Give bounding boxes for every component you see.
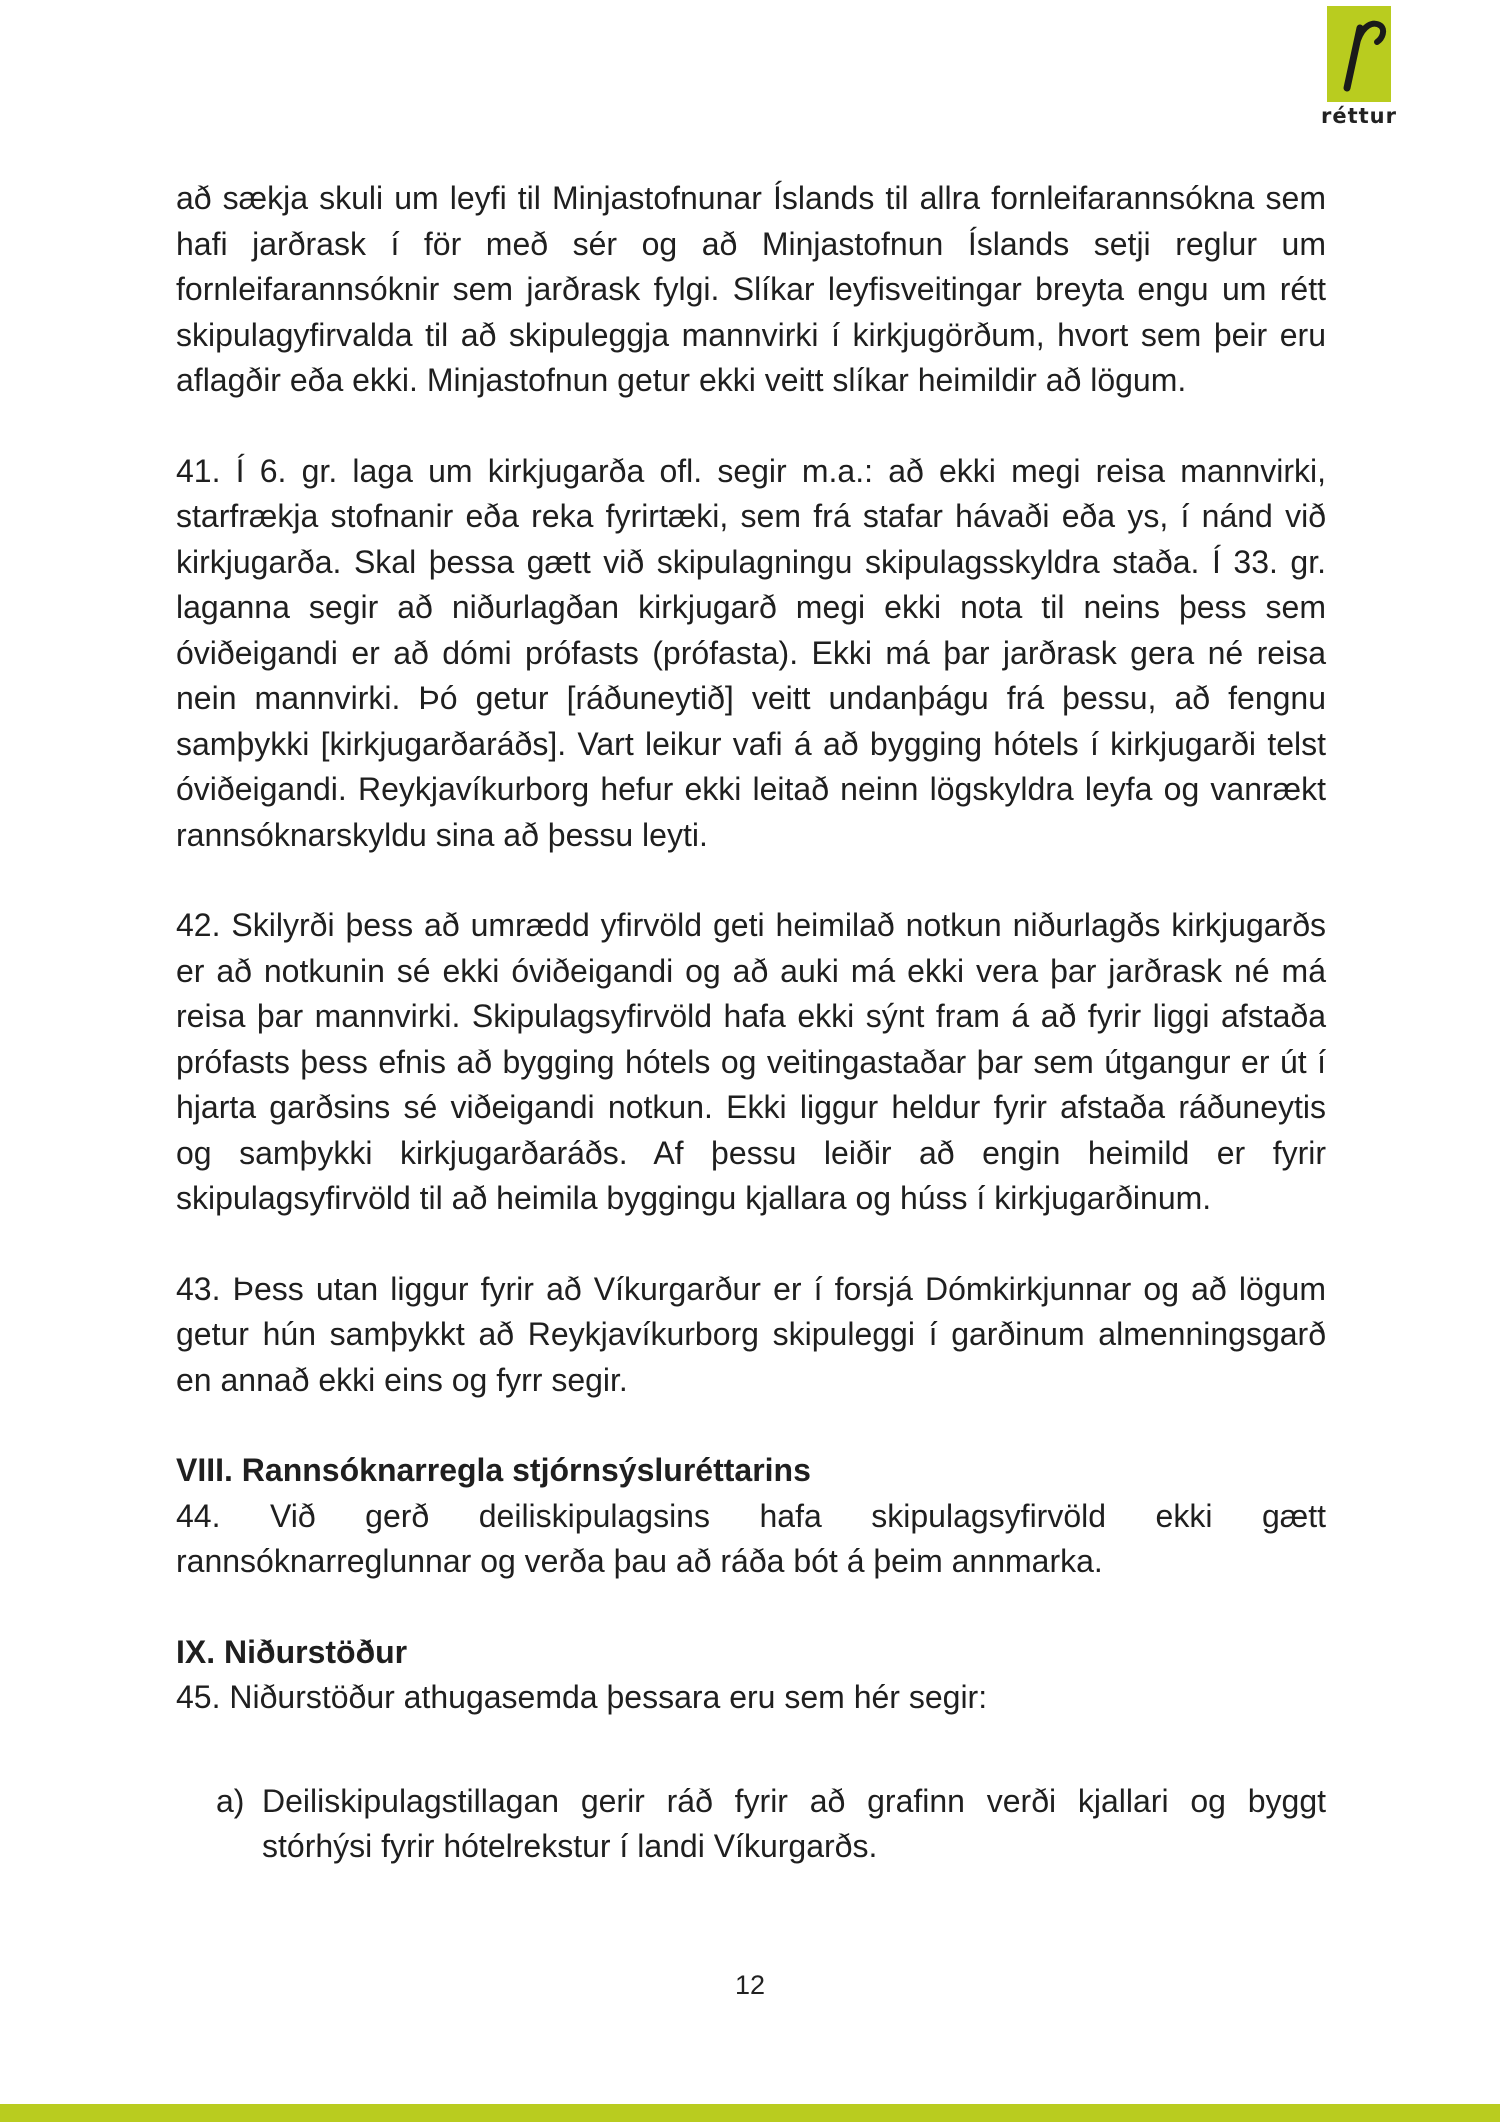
list-item [216,1779,1326,1870]
paragraph-43: 43. Þess utan liggur fyrir að Víkurgarður er í forsjá Dómkirkjunnar og að lögum getur hún samþykkt að Reykjavíkurborg skipuleggi í garðinum almenningsgarð en annað ekki eins og fyrr segir. [176,1270,1326,1398]
logo-text: réttur [1321,104,1397,128]
logo-r-glyph-icon [1327,6,1391,102]
page-number: 12 [734,1970,766,2000]
paragraph-42: 42. Skilyrði þess að umrædd yfirvöld geti heimilað notkun niðurlagðs kirkjugarðs er að notkunin sé ekki óviðeigandi og að auki má ekki vera þar jarðrask né má reisa þar mannvirki. Skipulagsyfirvöld hafa ekki sýnt fram á að fyrir liggi afstaða prófasts þess efnis að bygging hótels og veitingastaðar þar sem útgangur er út í hjarta garðsins sé viðeigandi notkun. Ekki liggur heldur fyrir afstaða ráðuneytis og samþykki kirkjugarðaráðs. Af þessu leiðir að engin heimild er fyrir skipulagsyfirvöld til að heimila byggingu kjallara og húss í kirkjugarðinum. [176,907,1326,1216]
section-heading-viii: VIII. Rannsóknarregla stjórnsýsluréttarins [176,1452,811,1488]
paragraph-intro: að sækja skuli um leyfi til Minjastofnunar Íslands til allra fornleifarannsókna sem hafi jarðrask í för með sér og að Minjastofnun Íslands setji reglur um fornleifarannsóknir sem jarðrask fylgi. Slíkar leyfisveitingar breyta engu um rétt skipulagyfirvalda til að skipuleggja mannvirki í kirkjugörðum, hvort sem þeir eru aflagðir eða ekki. Minjastofnun getur ekki veitt slíkar heimildir að lögum. [176,180,1326,398]
footer-bar [0,2104,1500,2122]
rettur-logo [1318,6,1400,126]
paragraph-45: 45. Niðurstöður athugasemda þessara eru sem hér segir: [176,1679,988,1715]
paragraph-41: 41. Í 6. gr. laga um kirkjugarða ofl. segir m.a.: að ekki megi reisa mannvirki, starfrækja stofnanir eða reka fyrirtæki, sem frá stafar hávaði eða ys, í nánd við kirkjugarða. Skal þessa gætt við skipulagningu skipulagsskyldra staða. Í 33. gr. laganna segir að niðurlagðan kirkjugarð megi ekki nota til neins þess sem óviðeigandi er að dómi prófasts (prófasta). Ekki má þar jarðrask gera né reisa nein mannvirki. Þó getur [ráðuneytið] veitt undanþágu frá þessu, að fengnu samþykki [kirkjugarðaráðs]. Vart leikur vafi á að bygging hótels í kirkjugarði telst óviðeigandi. Reykjavíkurborg hefur ekki leitað neinn lögskyldra leyfa og vanrækt rannsóknarskyldu sina að þessu leyti. [176,452,1326,853]
paragraph-44: 44. Við gerð deiliskipulagsins hafa skipulagsyfirvöld ekki gætt rannsóknarreglunnar og verða þau að ráða bót á þeim annmarka. [176,1497,1326,1579]
list-item-text: Deiliskipulagstillagan gerir ráð fyrir að grafinn verði kjallari og byggt stórhýsi fyrir hótelrekstur í landi Víkurgarðs. [262,1782,1326,1864]
logo-mark [1327,6,1391,102]
list-marker: a) [216,1782,245,1819]
document-body [176,176,1326,1870]
section-heading-ix: IX. Niðurstöður [176,1633,408,1670]
